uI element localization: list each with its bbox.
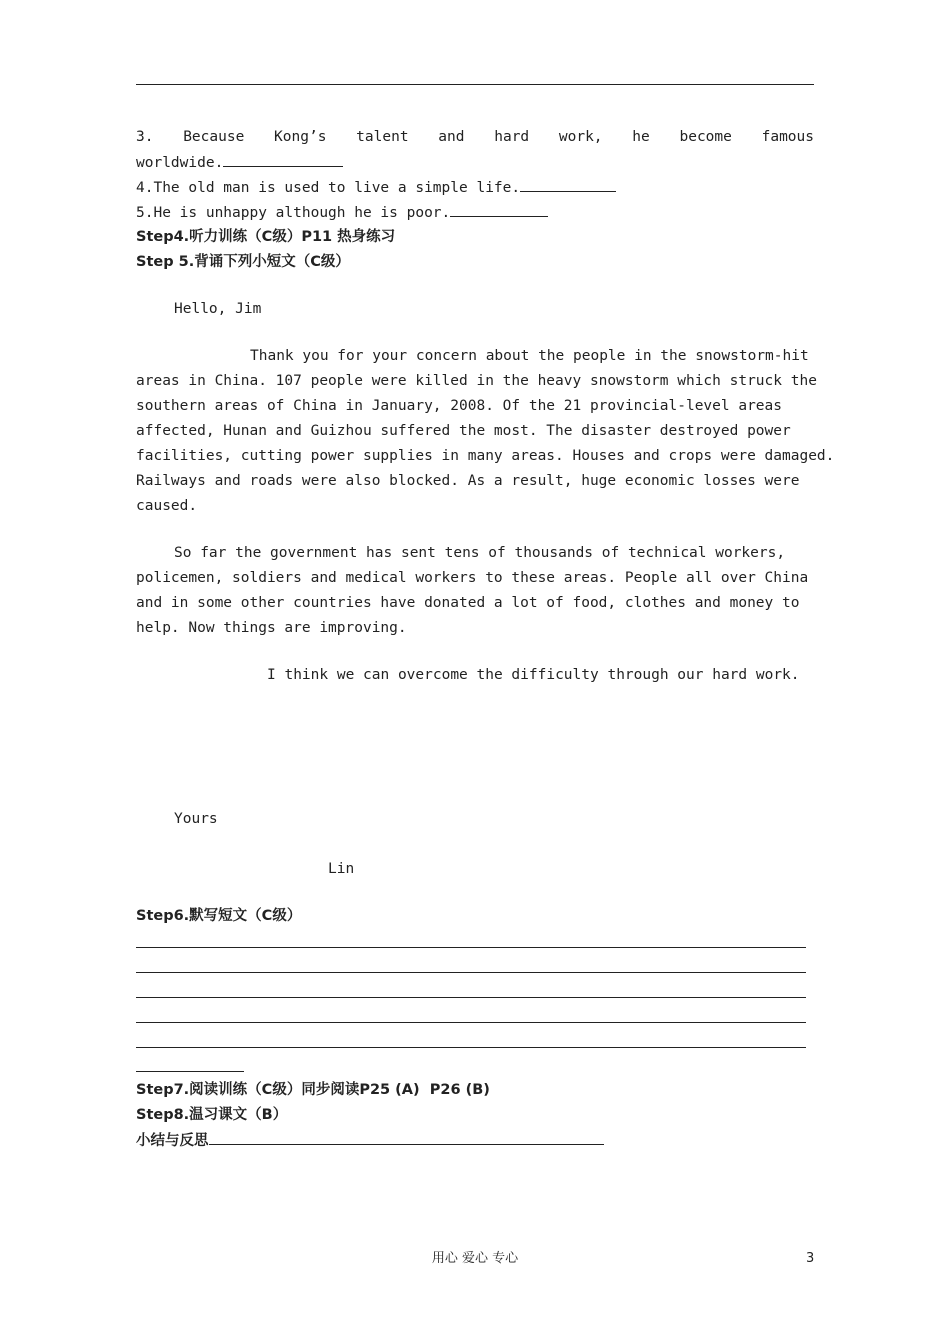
step5-heading: Step 5.背诵下列小短文（C级） (136, 254, 350, 270)
dictation-line[interactable] (136, 1047, 806, 1048)
letter-p1-line: Railways and roads were also blocked. As a result, huge economic losses were (136, 473, 800, 489)
letter-p2-line: policemen, soldiers and medical workers to these areas. People all over China (136, 570, 809, 586)
exercise-item-3 (136, 127, 814, 147)
summary-label: 小结与反思 (136, 1133, 209, 1149)
letter-p1-line: areas in China. 107 people were killed in the heavy snowstorm which struck the (136, 373, 817, 389)
step6-heading: Step6.默写短文（C级） (136, 908, 302, 924)
item3-word: talent (356, 129, 409, 145)
answer-blank[interactable] (520, 177, 616, 192)
letter-p1-line: caused. (136, 498, 198, 514)
answer-blank[interactable] (450, 202, 548, 217)
letter-p1-line: southern areas of China in January, 2008. Of the 21 provincial-level areas (136, 398, 783, 414)
item3-word: and (438, 129, 465, 145)
summary-blank[interactable] (209, 1130, 604, 1145)
dictation-line[interactable] (136, 997, 806, 998)
dictation-line[interactable] (136, 972, 806, 973)
exercise-item-5 (136, 202, 548, 223)
summary-heading (136, 1130, 604, 1151)
header-rule (136, 84, 814, 85)
dictation-line[interactable] (136, 1071, 244, 1072)
item3-word: Kong’s (274, 129, 327, 145)
letter-signature: Lin (328, 861, 355, 877)
letter-p1-line: affected, Hunan and Guizhou suffered the most. The disaster destroyed power (136, 423, 791, 439)
step8-heading: Step8.温习课文（B） (136, 1107, 288, 1123)
letter-p2-line: So far the government has sent tens of thousands of technical workers, (174, 545, 786, 561)
dictation-line[interactable] (136, 1022, 806, 1023)
item3-word: Because (183, 129, 245, 145)
page-number: 3 (806, 1251, 815, 1266)
step4-heading: Step4.听力训练（C级）P11 热身练习 (136, 229, 396, 245)
dictation-line[interactable] (136, 947, 806, 948)
item3-word: work, (558, 129, 603, 145)
item3-word: he (632, 129, 650, 145)
letter-p1-line: Thank you for your concern about the people in the snowstorm-hit (250, 348, 809, 364)
item3-word: 3. (136, 129, 154, 145)
exercise-item-4 (136, 177, 616, 198)
answer-blank[interactable] (223, 152, 343, 167)
exercise-item-3-continued (136, 152, 343, 173)
item3-word: hard (494, 129, 530, 145)
letter-greeting: Hello, Jim (174, 301, 262, 317)
item3-cont-text: worldwide. (136, 155, 224, 171)
letter-p1-line: facilities, cutting power supplies in many areas. Houses and crops were damaged. (136, 448, 835, 464)
item3-word: famous (761, 129, 814, 145)
item3-word: become (679, 129, 732, 145)
letter-p3: I think we can overcome the difficulty through our hard work. (267, 667, 800, 683)
footer-motto: 用心 爱心 专心 (431, 1251, 519, 1266)
letter-closing: Yours (174, 811, 218, 827)
letter-p2-line: and in some other countries have donated a lot of food, clothes and money to (136, 595, 800, 611)
item4-text: 4.The old man is used to live a simple life. (136, 180, 521, 196)
item5-text: 5.He is unhappy although he is poor. (136, 205, 451, 221)
step7-heading: Step7.阅读训练（C级）同步阅读P25 (A) P26 (B) (136, 1082, 490, 1098)
letter-p2-line: help. Now things are improving. (136, 620, 407, 636)
